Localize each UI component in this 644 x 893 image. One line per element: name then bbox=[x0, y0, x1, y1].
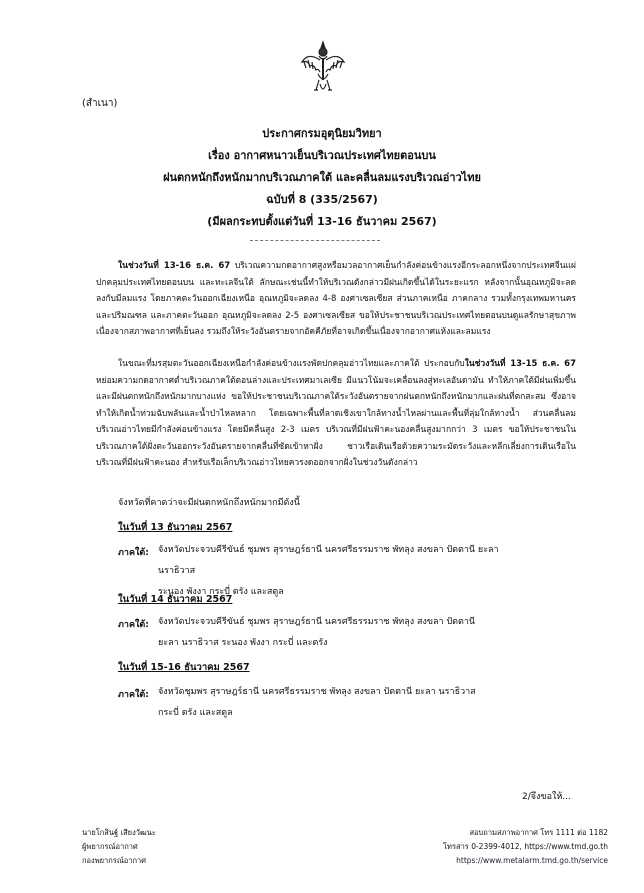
p1-date: ในช่วงวันที่ 13-16 ธ.ค. 67 bbox=[118, 261, 231, 271]
forecast-day-1-region: ภาคใต้: bbox=[118, 548, 149, 558]
paragraph-cold-weather bbox=[96, 258, 576, 341]
signer-name: นายโกสินฐ์ เสียงวัฒนะ bbox=[82, 828, 156, 837]
p2-text-a: ในขณะที่มรสุมตะวันออกเฉียงเหนือกำลังค่อนข้างแรงพัดปกคลุมอ่าวไทยและภาคใต้ ประกอบกับ bbox=[118, 359, 465, 369]
fax-website: โทรสาร 0-2399-4012, https://www.tmd.go.th bbox=[443, 842, 608, 851]
forecast-day-1-date: ในวันที่ 13 ธันวาคม 2567 bbox=[118, 522, 233, 533]
p2-text-b: หย่อมความกดอากาศต่ำบริเวณภาคใต้ตอนล่างและประเทศมาเลเซีย มีแนวโน้มจะเคลื่อนลงสู่ทะเลอันดามัน ทำให้ภาคใต้มีฝนเพิ่มขึ้น และมีฝนตกหนักถึงหนักมากบางแห่ง ขอให้ประชาชนบริเวณภาคใต้ระวังอันตรายจากฝนตกหนักถึงหนักมากและฝนที่ตกสะสม ซึ่งอาจทำให้เกิดน้ำท่วมฉับพลันและน้ำป่าไหลหลาก โดยเฉพาะพื้นที่ลาดเชิงเขาใกล้ทางน้ำไหลผ่านและพื้นที่ลุ่มใกล้ทางน้ำ ส่วนคลื่นลมบริเวณอ่าวไทยมีกำลังค่อนข้างแรง โดยมีคลื่นสูง 2-3 เมตร บริเวณที่มีฝนฟ้าคะนองคลื่นสูงมากกว่า 3 เมตร ขอให้ประชาชนในบริเวณภาคใต้ฝั่งตะวันออกระวังอันตรายจากคลื่นที่ซัดเข้าหาฝั่ง ชาวเรือเดินเรือด้วยความระมัดระวังและหลีกเลี่ยงการเดินเรือในบริเวณที่มีฝนฟ้าคะนอง สำหรับเรือเล็กบริเวณอ่าวไทยควรงดออกจากฝั่งในช่วงวันดังกล่าว bbox=[96, 375, 576, 468]
garuda-emblem-icon bbox=[298, 38, 348, 96]
continued-marker: 2/จึงขอให้... bbox=[522, 792, 571, 802]
paragraph-south-rain bbox=[96, 356, 576, 472]
section-divider bbox=[250, 240, 380, 241]
subject-line-1: เรื่อง อากาศหนาวเย็นบริเวณประเทศไทยตอนบน bbox=[208, 149, 436, 162]
contact-block bbox=[443, 826, 608, 868]
signer-block bbox=[82, 826, 156, 868]
p2-date: ในช่วงวันที่ 13-15 ธ.ค. 67 bbox=[464, 359, 576, 369]
hotline: สอบถามสภาพอากาศ โทร 1111 ต่อ 1182 bbox=[469, 828, 608, 837]
provinces-line: ระนอง พังงา กระบี่ ตรัง และสตูล bbox=[158, 587, 284, 597]
announcement-title: ประกาศกรมอุตุนิยมวิทยา bbox=[262, 127, 382, 140]
provinces-line: จังหวัดประจวบคีรีขันธ์ ชุมพร สุราษฎร์ธานี นครศรีธรรมราช พัทลุง สงขลา ปัตตานี ยะลา นราธิวาส bbox=[158, 545, 499, 576]
signer-division: กองพยากรณ์อากาศ bbox=[82, 856, 147, 865]
provinces-line: กระบี่ ตรัง และสตูล bbox=[158, 708, 233, 718]
forecast-intro: จังหวัดที่คาดว่าจะมีฝนตกหนักถึงหนักมากมีดังนี้ bbox=[118, 498, 300, 508]
issue-number: ฉบับที่ 8 (335/2567) bbox=[266, 193, 378, 206]
provinces-line: จังหวัดชุมพร สุราษฎร์ธานี นครศรีธรรมราช พัทลุง สงขลา ปัตตานี ยะลา นราธิวาส bbox=[158, 687, 476, 697]
service-link[interactable]: https://www.metalarm.tmd.go.th/service bbox=[456, 856, 608, 865]
forecast-day-3-provinces bbox=[158, 682, 518, 724]
forecast-day-2-provinces bbox=[158, 612, 518, 654]
p1-text: บริเวณความกดอากาศสูงหรือมวลอากาศเย็นกำลังค่อนข้างแรงอีกระลอกหนึ่งจากประเทศจีนแผ่ปกคลุมประเทศไทยตอนบน และทะเลจีนใต้ ลักษณะเช่นนี้ทำให้บริเวณดังกล่าวมีฝนเกิดขึ้นได้ในระยะแรก หลังจากนั้นอุณหภูมิจะลดลงกับมีลมแรง โดยภาคตะวันออกเฉียงเหนือ อุณหภูมิจะลดลง 4-8 องศาเซลเซียส ส่วนภาคเหนือ ภาคกลาง รวมทั้งกรุงเทพมหานครและปริมณฑล และภาคตะวันออก อุณหภูมิจะลดลง 2-5 องศาเซลเซียส ขอให้ประชาชนบริเวณประเทศไทยตอนบนดูแลรักษาสุขภาพเนื่องจากสภาพอากาศที่เย็นลง รวมถึงให้ระวังอันตรายจากอัคคีภัยที่อาจเกิดขึ้นเนื่องจากอากาศแห้งและลมแรง bbox=[96, 261, 576, 337]
signer-role: ผู้พยากรณ์อากาศ bbox=[82, 842, 138, 851]
forecast-day-2-date: ในวันที่ 14 ธันวาคม 2567 bbox=[118, 594, 233, 605]
forecast-day-3-region: ภาคใต้: bbox=[118, 690, 149, 700]
forecast-day-2-region: ภาคใต้: bbox=[118, 620, 149, 630]
effective-dates: (มีผลกระทบตั้งแต่วันที่ 13-16 ธันวาคม 2567) bbox=[207, 215, 437, 228]
copy-label: (สำเนา) bbox=[82, 98, 118, 109]
provinces-line: ยะลา นราธิวาส ระนอง พังงา กระบี่ และตรัง bbox=[158, 638, 328, 648]
forecast-day-3-date: ในวันที่ 15-16 ธันวาคม 2567 bbox=[118, 662, 250, 673]
subject-line-2: ฝนตกหนักถึงหนักมากบริเวณภาคใต้ และคลื่นลมแรงบริเวณอ่าวไทย bbox=[163, 171, 481, 184]
provinces-line: จังหวัดประจวบคีรีขันธ์ ชุมพร สุราษฎร์ธานี นครศรีธรรมราช พัทลุง สงขลา ปัตตานี bbox=[158, 617, 476, 627]
